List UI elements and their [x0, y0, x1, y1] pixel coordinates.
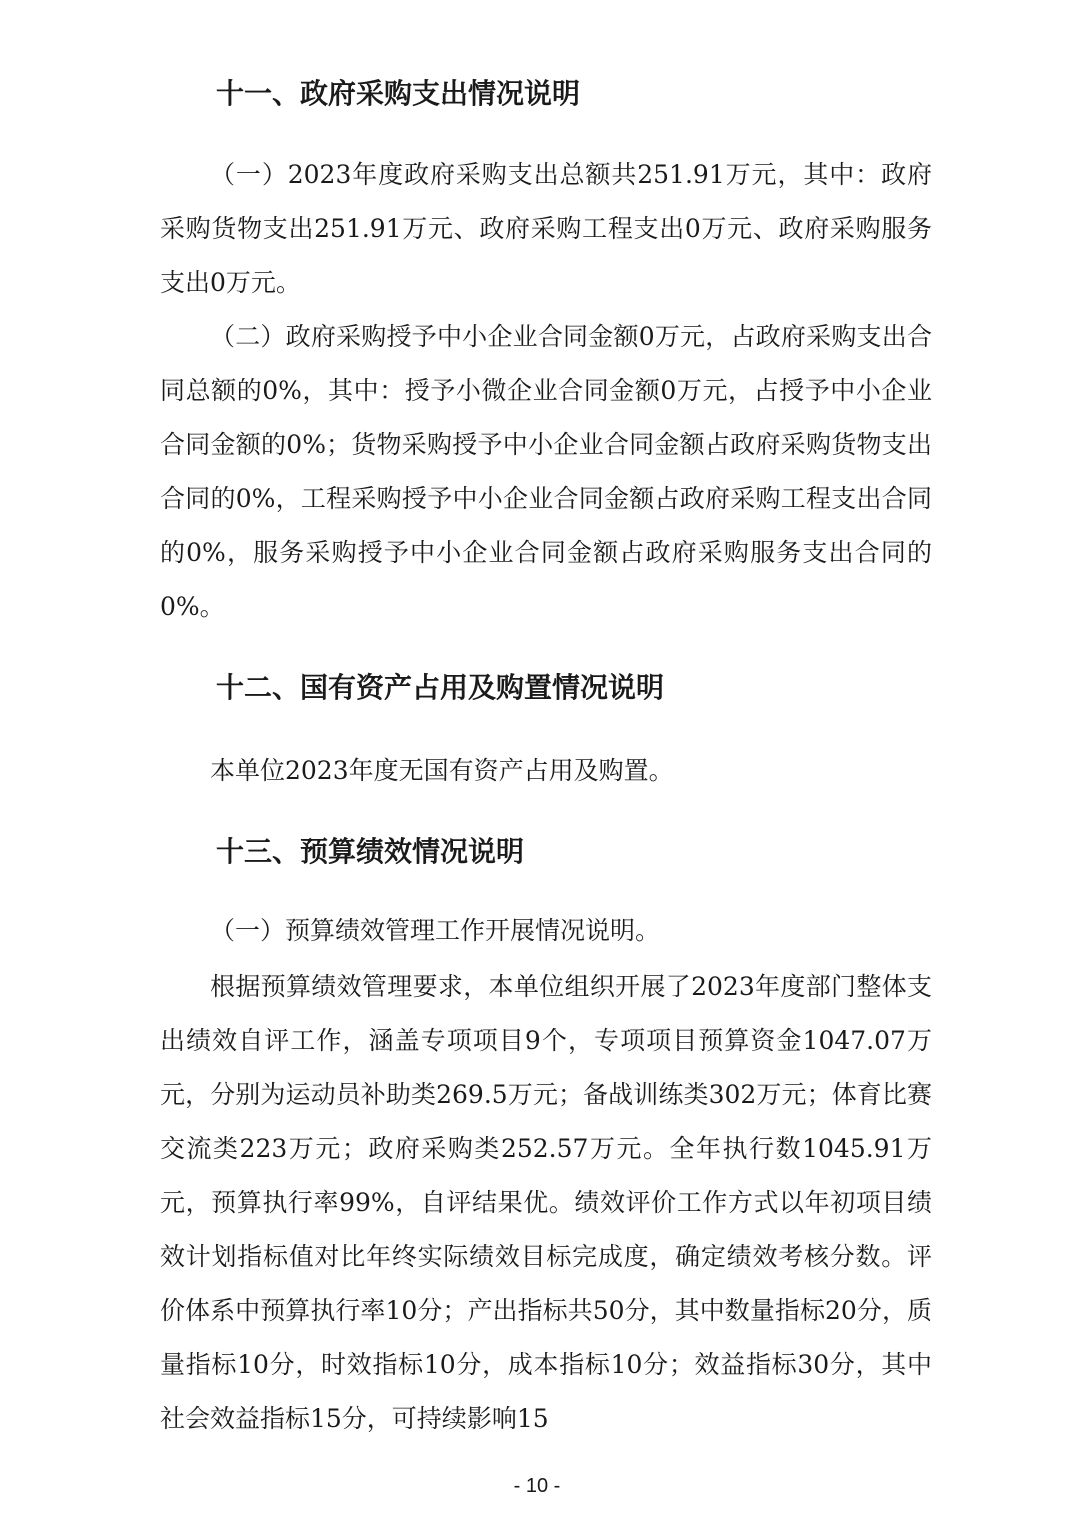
- section-13-paragraph-1: （一）预算绩效管理工作开展情况说明。: [210, 916, 661, 945]
- section-11-paragraph-2: （二）政府采购授予中小企业合同金额0万元，占政府采购支出合同总额的0%，其中：授予小微企业合同金额0万元，占授予中小企业合同金额的0%；货物采购授予中小企业合同金额占政府采购货物支出合同的0%，工程采购授予中小企业合同金额占政府采购工程支出合同的0%，服务采购授予中小企业合同金额占政府采购服务支出合同的0%。: [160, 322, 932, 621]
- page-number: - 10 -: [513, 1475, 561, 1497]
- section-11-paragraph-1: （一）2023年度政府采购支出总额共251.91万元，其中：政府采购货物支出251.91万元、政府采购工程支出0万元、政府采购服务支出0万元。: [160, 160, 932, 297]
- section-13-paragraph-2: 根据预算绩效管理要求，本单位组织开展了2023年度部门整体支出绩效自评工作，涵盖专项项目9个，专项项目预算资金1047.07万元，分别为运动员补助类269.5万元；备战训练类302万元；体育比赛交流类223万元；政府采购类252.57万元。全年执行数1045.91万元，预算执行率99%，自评结果优。绩效评价工作方式以年初项目绩效计划指标值对比年终实际绩效目标完成度，确定绩效考核分数。评价体系中预算执行率10分；产出指标共50分，其中数量指标20分，质量指标10分，时效指标10分，成本指标10分；效益指标30分，其中社会效益指标15分，可持续影响15: [160, 972, 932, 1433]
- section-11-heading: 十一、政府采购支出情况说明: [216, 77, 581, 110]
- section-13-heading: 十三、预算绩效情况说明: [216, 835, 525, 868]
- section-12-paragraph-1: 本单位2023年度无国有资产占用及购置。: [210, 756, 674, 785]
- section-12-heading: 十二、国有资产占用及购置情况说明: [216, 671, 665, 704]
